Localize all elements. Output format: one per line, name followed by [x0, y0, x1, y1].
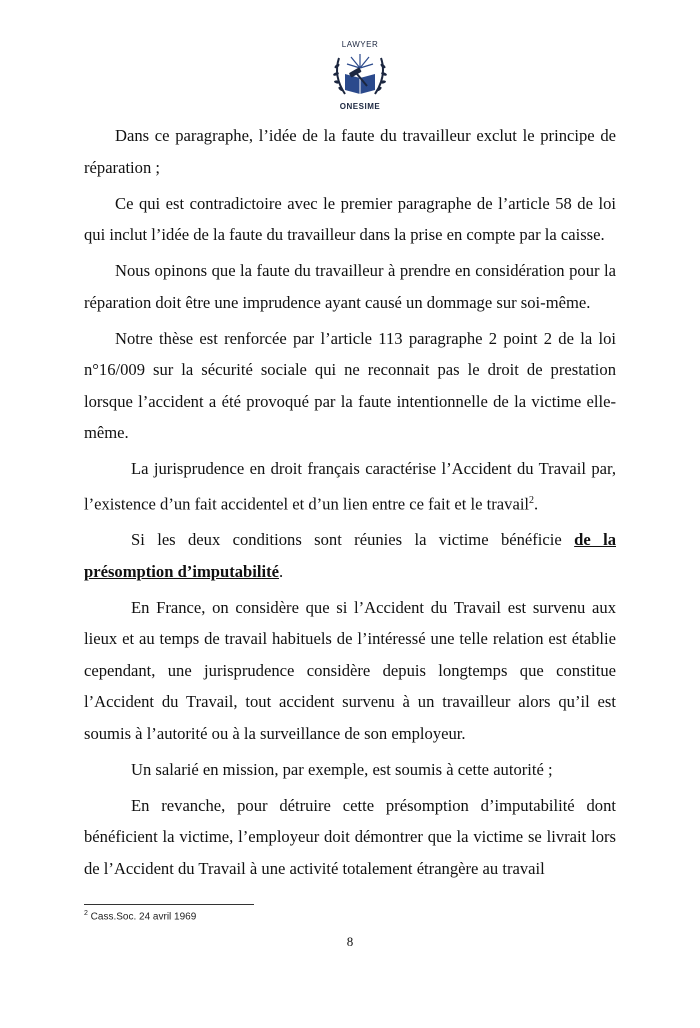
paragraph-5-text: La jurisprudence en droit français caractérise l’Accident du Travail par, l’existence d’un fait accidentel et d’un lien entre ce fait et le travail — [84, 459, 616, 514]
logo-top-text: LAWYER — [341, 40, 379, 49]
footnote — [84, 910, 196, 922]
paragraph-5-tail: . — [534, 494, 539, 514]
paragraph-9: En revanche, pour détruire cette présomption d’imputabilité dont bénéficient la victime, l’employeur doit démontrer que la victime se livrait lors de l’Accident du Travail à une activité totalement étrangère au travail — [84, 795, 616, 878]
paragraph-7: En France, on considère que si l’Accident du Travail est survenu aux lieux et au temps de travail habituels de l’intéressé une telle relation est établie cependant, une jurisprudence considère depuis longtemps que constitue l’Accident du Travail, tout accident survenu à un travailleur alors qu’il est soumis à l’autorité ou à la surveillance de son employeur. — [84, 597, 616, 743]
presumption-emphasis: de la présomption d’imputabilité — [84, 530, 616, 581]
paragraph-6-tail: . — [279, 561, 284, 581]
footnote-ref[interactable]: 2 — [529, 494, 535, 506]
footnote-number: 2 — [84, 910, 88, 917]
paragraph-2: Ce qui est contradictoire avec le premier paragraphe de l’article 58 de loi qui inclut l’idée de la faute du travailleur dans la prise en compte par la caisse. — [84, 193, 616, 244]
paragraph-6-text: Si les deux conditions sont réunies la victime bénéficie — [131, 530, 575, 550]
paragraph-6 — [84, 524, 616, 587]
logo-bottom-text: ONESIME — [339, 102, 381, 111]
page-number: 8 — [346, 934, 354, 949]
lawyer-onesime-logo — [325, 28, 395, 118]
paragraph-4: Notre thèse est renforcée par l’article 113 paragraphe 2 point 2 de la loi n°16/009 sur la sécurité sociale qui ne reconnait pas le droit de prestation lorsque l’accident a été provoqué par la faute intentionnelle de la victime elle-même. — [84, 328, 616, 442]
paragraph-5 — [84, 453, 616, 520]
paragraph-8: Un salarié en mission, par exemple, est soumis à cette autorité ; — [131, 759, 553, 779]
footnote-text: Cass.Soc. 24 avril 1969 — [87, 911, 197, 923]
paragraph-3: Nous opinons que la faute du travailleur à prendre en considération pour la réparation doit être une imprudence ayant causé un dommage sur soi-même. — [84, 261, 616, 312]
paragraph-1: Dans ce paragraphe, l’idée de la faute du travailleur exclut le principe de réparation ; — [84, 126, 616, 177]
footnote-separator — [84, 904, 254, 905]
document-body — [84, 120, 616, 889]
